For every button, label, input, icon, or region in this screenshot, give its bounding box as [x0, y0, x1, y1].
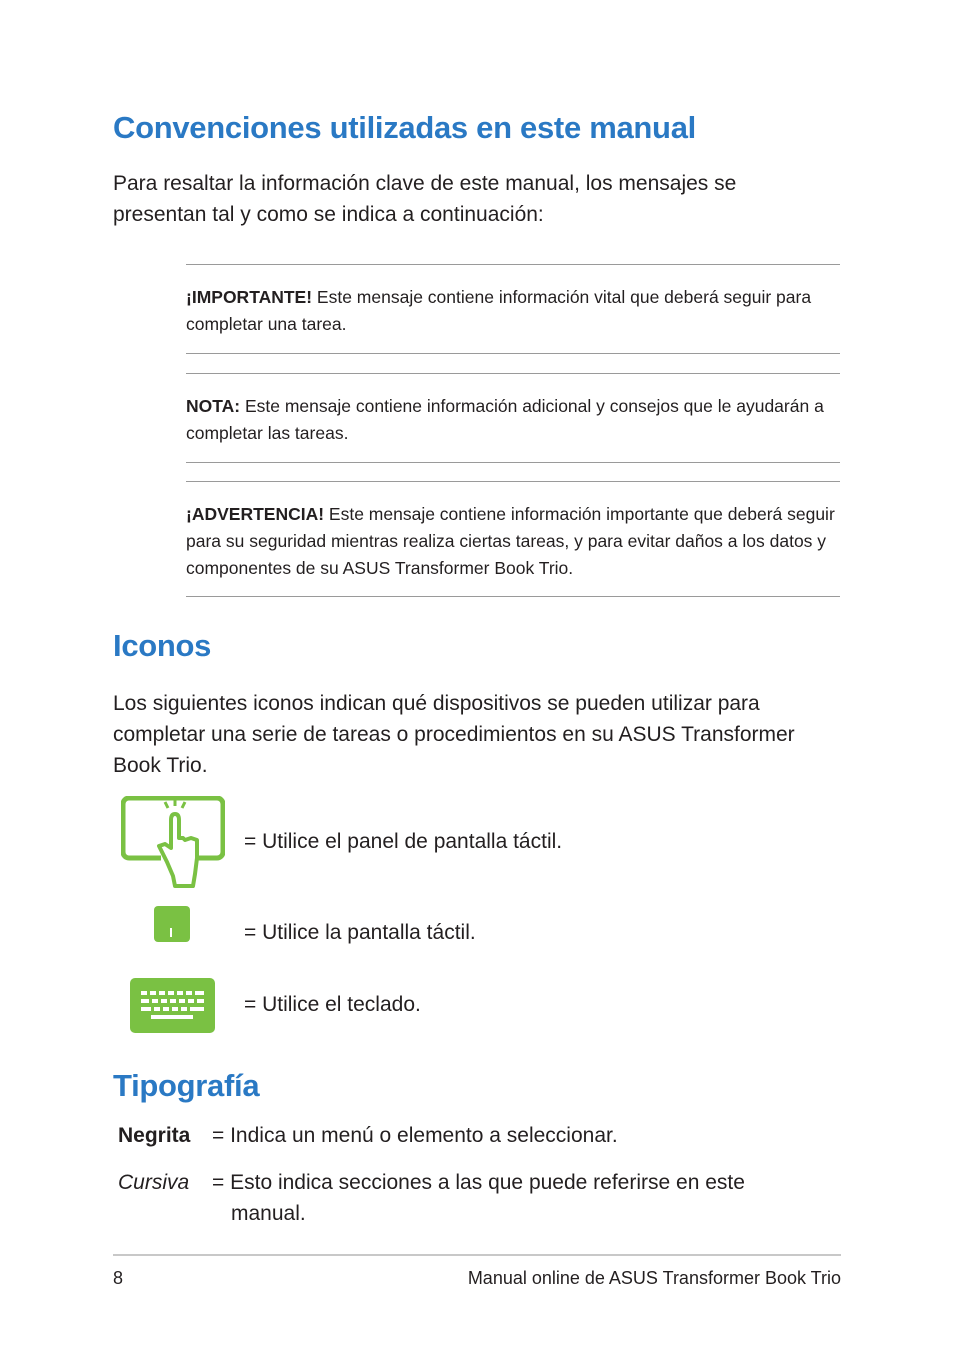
- touchpad-icon: [154, 906, 190, 942]
- important-note: [186, 284, 840, 338]
- warning-label: ¡ADVERTENCIA!: [186, 504, 325, 524]
- touchscreen-panel-text: = Utilice el panel de pantalla táctil.: [244, 830, 563, 853]
- touchpad-text: = Utilice la pantalla táctil.: [244, 921, 476, 944]
- page-number: 8: [113, 1268, 124, 1288]
- footer-divider: [113, 1254, 841, 1256]
- bold-description: = Indica un menú o elemento a seleccionar.: [212, 1124, 618, 1147]
- note-divider: [186, 462, 840, 463]
- keyboard-icon: [130, 978, 215, 1033]
- nota-label: NOTA:: [186, 396, 241, 416]
- typography-heading: Tipografía: [113, 1068, 260, 1103]
- icons-intro: Los siguientes iconos indican qué dispositivos se pueden utilizar para completar una serie de tareas o procedimientos en su ASUS Transformer Book Trio.: [113, 692, 795, 777]
- important-label: ¡IMPORTANTE!: [186, 287, 313, 307]
- warning-text: Este mensaje contiene información importante que deberá seguir para su seguridad mientras realiza ciertas tareas, y para evitar daños a los datos y componentes de su ASUS Transformer Book Trio.: [186, 504, 835, 578]
- warning-note: [186, 501, 846, 582]
- keyboard-text: = Utilice el teclado.: [244, 993, 421, 1016]
- note-divider: [186, 353, 840, 354]
- important-text: Este mensaje contiene información vital que deberá seguir para completar una tarea.: [186, 287, 812, 334]
- bold-term: Negrita: [118, 1124, 191, 1147]
- icons-heading: Iconos: [113, 628, 212, 663]
- note-divider: [186, 264, 840, 265]
- italic-term: Cursiva: [118, 1171, 190, 1194]
- nota-note: [186, 393, 840, 447]
- note-divider: [186, 481, 840, 482]
- conventions-intro: Para resaltar la información clave de este manual, los mensajes se presentan tal y como se indica a continuación:: [113, 172, 737, 226]
- note-divider: [186, 596, 840, 597]
- touchscreen-panel-icon: [121, 796, 225, 888]
- nota-text: Este mensaje contiene información adicional y consejos que le ayudarán a completar las tareas.: [186, 396, 824, 443]
- footer-title: Manual online de ASUS Transformer Book Trio: [467, 1268, 841, 1288]
- italic-description: = Esto indica secciones a las que puede referirse en este manual.: [212, 1171, 745, 1225]
- note-divider: [186, 373, 840, 374]
- conventions-heading: Convenciones utilizadas en este manual: [113, 110, 696, 145]
